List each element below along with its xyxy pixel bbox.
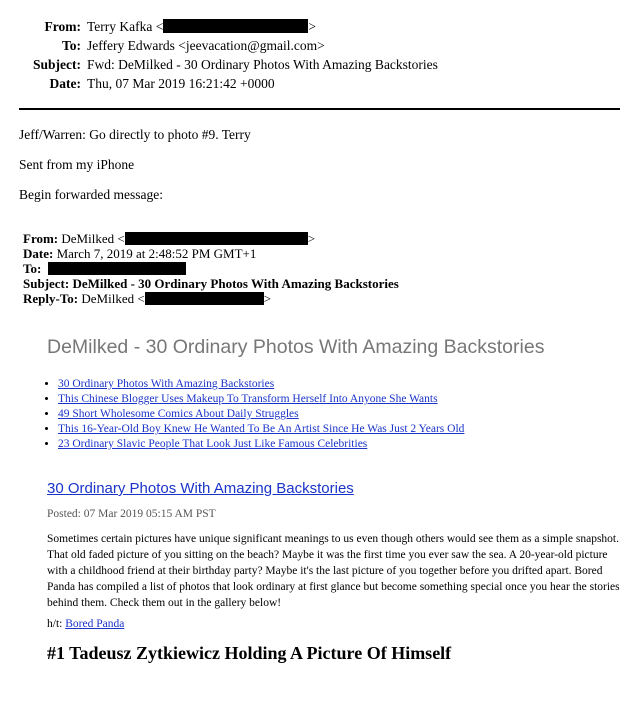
redaction-bar (145, 292, 264, 305)
fwd-subject-value: DeMilked - 30 Ordinary Photos With Amazing Backstories (72, 276, 399, 291)
subject-row (0, 55, 640, 74)
fwd-replyto-tail: > (263, 291, 272, 306)
fwd-to-label: To: (23, 261, 42, 276)
redaction-bar (48, 262, 186, 275)
date-value: Thu, 07 Mar 2019 16:21:42 +0000 (87, 76, 275, 91)
from-row (0, 17, 640, 36)
fwd-date-row (23, 246, 399, 261)
newsletter-title: DeMilked - 30 Ordinary Photos With Amazing Backstories (47, 336, 545, 358)
date-label: Date: (49, 76, 81, 91)
subject-label: Subject: (33, 57, 81, 72)
to-value: Jeffery Edwards <jeevacation@gmail.com> (87, 38, 325, 53)
fwd-replyto-label: Reply-To: (23, 291, 79, 306)
newsletter-link[interactable]: This 16-Year-Old Boy Knew He Wanted To Be An Artist Since He Was Just 2 Years Old (58, 423, 465, 435)
message-line-1: Jeff/Warren: Go directly to photo #9. Terry (19, 127, 251, 142)
fwd-from-row (23, 231, 399, 246)
fwd-subject-row (23, 276, 399, 291)
from-label: From: (44, 19, 81, 34)
header-divider (19, 108, 620, 110)
redaction-bar (163, 19, 308, 33)
message-line-3: Begin forwarded message: (19, 187, 163, 202)
message-line-2: Sent from my iPhone (19, 157, 135, 172)
redaction-bar (125, 232, 308, 245)
posted-date: Posted: 07 Mar 2019 05:15 AM PST (47, 508, 216, 520)
newsletter-link[interactable]: 23 Ordinary Slavic People That Look Just Like Famous Celebrities (58, 438, 368, 450)
to-label: To: (61, 38, 81, 53)
fwd-date-label: Date: (23, 246, 54, 261)
fwd-date-value: March 7, 2019 at 2:48:52 PM GMT+1 (56, 246, 257, 261)
article-title-link[interactable]: 30 Ordinary Photos With Amazing Backstories (47, 480, 354, 497)
to-row (0, 36, 640, 55)
fwd-from-label: From: (23, 231, 59, 246)
article-title (47, 480, 354, 497)
newsletter-link[interactable]: This Chinese Blogger Uses Makeup To Transform Herself Into Anyone She Wants (58, 393, 438, 405)
list-item (58, 437, 464, 452)
hat-tip-label: h/t: (47, 618, 66, 630)
email-header (0, 17, 640, 93)
fwd-replyto-row (23, 291, 399, 306)
forwarded-header (23, 231, 399, 306)
fwd-from-tail: > (307, 231, 316, 246)
hat-tip (47, 618, 124, 630)
newsletter-link[interactable]: 30 Ordinary Photos With Amazing Backstories (58, 378, 275, 390)
fwd-to-row (23, 261, 399, 276)
fwd-from-value: DeMilked < (61, 231, 125, 246)
bored-panda-link[interactable]: Bored Panda (65, 618, 125, 630)
subject-value: Fwd: DeMilked - 30 Ordinary Photos With Amazing Backstories (87, 57, 438, 72)
newsletter-link-list (44, 377, 464, 452)
from-name: Terry Kafka < (87, 19, 164, 34)
fwd-subject-label: Subject: (23, 276, 70, 291)
list-item (58, 422, 464, 437)
fwd-replyto-value: DeMilked < (81, 291, 145, 306)
date-row (0, 74, 640, 93)
list-item (58, 407, 464, 422)
newsletter-link[interactable]: 49 Short Wholesome Comics About Daily Struggles (58, 408, 299, 420)
photo-1-heading: #1 Tadeusz Zytkiewicz Holding A Picture Of Himself (47, 643, 452, 663)
article-body: Sometimes certain pictures have unique significant meanings to us even though others would see them as a simple snapshot. That old faded picture of you sitting on the beach? Maybe it was the first time you ever saw the sea. A 20-year-old picture with a childhood friend at their birthday party? Maybe it's the last picture of you together before you drifted apart. Bored Panda has compiled a list of photos that look ordinary at first glance but become something special once you hear the stories behind them. Check them out in the gallery below! (47, 533, 620, 609)
list-item (58, 377, 464, 392)
from-tail: > (308, 19, 317, 34)
list-item (58, 392, 464, 407)
